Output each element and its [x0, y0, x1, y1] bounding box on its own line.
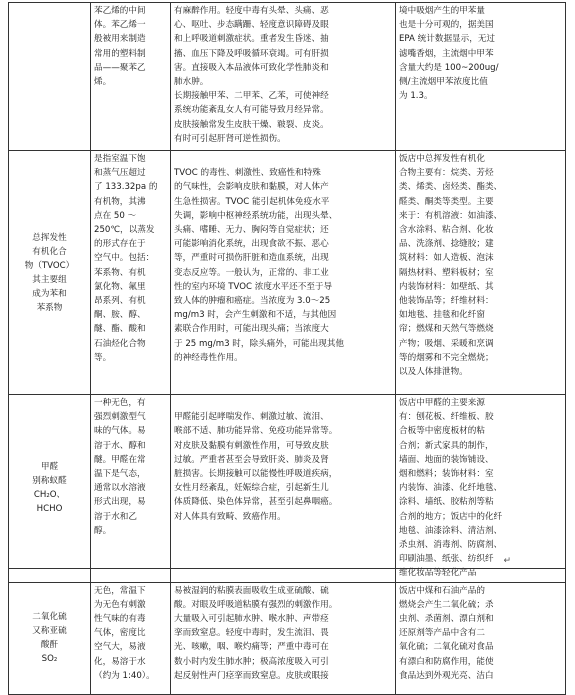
pollutant-name-cell [9, 582, 91, 694]
text-line: 为 1.3。 [399, 91, 433, 102]
sources-cell [396, 582, 566, 694]
text-line: 失调，影响中枢神经系统功能，出现头晕、 [174, 210, 338, 221]
text-line: 烯。 [94, 77, 112, 88]
text-line: 有机化合 [32, 246, 67, 257]
text-line: 系统功能紊乱女人有可能导致月经异常。 [174, 105, 329, 116]
text-line: 皮肤接触常发生皮肤干燥、皲裂、皮炎。 [174, 119, 329, 130]
text-line: 境中吸烟产生的甲苯量 [399, 6, 485, 16]
text-line: 可能影响消化系统，出现食欲不振、恶心 [174, 239, 329, 250]
text-line: 头痛、嗜睡、无力、胸闷等自觉症状；还 [174, 225, 329, 236]
table-row [9, 395, 566, 583]
text-line: 帘；燃煤和天然气等燃烧 [399, 324, 494, 335]
text-line: EPA 统计数据显示，无过 [399, 34, 496, 45]
text-line: 化，易溶于水 [94, 656, 146, 667]
text-line: 酸。对眼及呼吸道粘膜有强烈的刺激作用。 [174, 599, 338, 610]
text-line: 和上呼吸道刺激症状。重者发生昏迷、抽 [174, 34, 329, 45]
text-line: 等。 [94, 352, 112, 363]
text-line: 别称蚁醛 [32, 476, 67, 487]
pollutant-table [8, 2, 566, 695]
text-line: 有漂白和防腐作用，能使 [399, 656, 494, 667]
text-line: 燃烧会产生二氧化硫；杀 [399, 599, 494, 610]
text-line: 女性月经紊乱，妊娠综合症，引起新生儿 [174, 483, 329, 494]
text-line: 昂系列、有机 [94, 296, 146, 307]
text-line: 烟和燃料；装饰材料：室 [399, 469, 494, 480]
text-line: 过敏。严重者甚至会导致肝炎、肺炎及肾 [174, 454, 329, 465]
text-line: 心、呕吐、步态蹒跚、轻度意识障碍及眼 [174, 20, 329, 31]
physical-properties-cell [91, 395, 171, 583]
text-line: SO₂ [41, 654, 58, 665]
text-line: 温下是气态， [94, 469, 146, 480]
pollutant-name-cell [9, 3, 91, 151]
text-line: 来于：有机溶液：如油漆、 [399, 210, 503, 221]
text-line: 和蒸气压超过 [94, 168, 146, 179]
text-line: 食品达到外观光亮、洁白 [399, 670, 494, 681]
text-line: 墙面、地面的装饰铺设、 [399, 454, 494, 465]
pollutant-table-body [9, 3, 566, 695]
text-line: 的气味性，会影响皮肤和黏膜，对人体产 [174, 182, 329, 193]
text-line: 内装饰材料：如壁纸、其 [399, 281, 494, 292]
text-line: 有时可引起肝肾可逆性损伤。 [174, 133, 286, 144]
text-line: CH₂O、 [33, 490, 66, 501]
text-line: mg/m3 时，会产生刺激和不适，与其他因 [174, 310, 337, 321]
text-line: 味的气体。易 [94, 426, 146, 437]
text-line: 光、咳嗽，咽、喉灼痛等；严重中毒可在 [174, 642, 329, 653]
text-line: 饭店中煤和石油产品的 [399, 585, 485, 596]
text-line: 其主要组 [32, 274, 67, 285]
text-line: TVOC 的毒性、刺激性、致癌性和特殊 [174, 168, 321, 179]
text-line: 醚、酯、酸和 [94, 324, 146, 335]
text-line: 致人体的肿瘤和癌症。当浓度为 3.0～25 [174, 296, 331, 307]
text-line: 点在 50 ～ [94, 210, 137, 221]
text-line: （约为 1:40）。 [94, 670, 155, 681]
physical-properties-cell [91, 151, 171, 395]
text-line: 醛类、酮类等类型。主要 [399, 196, 494, 207]
text-line: 性的室内环境 TVOC 浓度水平还不至于导 [174, 281, 333, 292]
text-line: 等的烟雾和不完全燃烧； [399, 352, 494, 363]
health-effects-cell [171, 151, 396, 395]
text-line: 类、烯类、卤烃类、酯类、 [399, 182, 503, 193]
text-line: 印刷油墨、纸张、纺织纤 [399, 554, 494, 565]
sources-cell [396, 395, 566, 583]
text-line: 醚。甲醛在常 [94, 454, 146, 465]
text-line: 强烈刺激型气 [94, 412, 146, 423]
text-line: 涂料、墙纸、胶粘剂等粘 [399, 497, 494, 508]
text-line: 石油烃化合物 [94, 338, 146, 349]
text-line: 起反射性声门痉挛而致窒息。皮肤或眼接 [174, 670, 329, 681]
text-line: 筑材料：如人造板、泡沫 [399, 253, 494, 264]
text-line: 内装饰、油漆、化纤地毯、 [399, 483, 503, 494]
text-line: 是指室温下饱 [94, 154, 146, 164]
text-line: 大量吸入可引起肺水肿、喉水肿、声带痉 [174, 614, 329, 625]
pollutant-name-cell [9, 395, 91, 583]
text-line: 含水涂料、粘合剂、化妆 [399, 225, 494, 236]
health-effects-cell [171, 3, 396, 151]
text-line: 苯乙烯的中间 [94, 6, 146, 16]
text-line: 也是十分可观的，据美国 [399, 20, 494, 31]
text-line: 的形式存在于 [94, 239, 146, 250]
health-effects-cell [171, 395, 396, 583]
text-line: 对皮肤及黏膜有刺激性作用，可导致皮肤 [174, 440, 329, 451]
paragraph-return-mark: ↵ [503, 556, 511, 566]
text-line: 甲醛 [40, 462, 59, 473]
text-line: 易被湿润的粘膜表面吸收生成亚硫酸、硫 [174, 585, 329, 596]
text-line: 形式出现，易 [94, 497, 146, 508]
text-line: 于 25 mg/m3 时，除头痛外，可能出现其他 [174, 338, 345, 349]
text-line: 空气中。包括： [94, 253, 155, 264]
text-line: 还原剂等产品中含有二 [399, 628, 485, 639]
text-line: 般被用来制造 [94, 34, 146, 45]
text-line: 了 133.32pa 的 [94, 182, 158, 193]
text-line [174, 152, 392, 166]
text-line: 以及人体排泄物。 [399, 367, 468, 378]
text-line: 总挥发性 [32, 232, 67, 243]
text-line: 苯系物 [36, 302, 63, 313]
text-line: 溶于水、醇和 [94, 440, 146, 451]
table-row [9, 3, 566, 151]
text-line: 合剂；新式家具的制作， [399, 440, 494, 451]
text-line: 酸酐 [40, 640, 59, 651]
text-line: 肺水肿。 [174, 77, 209, 88]
text-line: 维化妆品等轻化产品 [399, 568, 477, 579]
text-line: 气体，密度比 [94, 628, 146, 639]
table-row [9, 151, 566, 395]
text-line: 杀虫剂、消毒剂、防腐剂、 [399, 540, 503, 551]
text-line: 无色，常温下 [94, 585, 146, 596]
text-line: 一种无色，有 [94, 398, 146, 408]
text-line: 性气味的有毒 [94, 614, 146, 625]
text-line: 有：刨花板、纤维板、胶 [399, 412, 494, 423]
text-line: 地毯、油漆涂料、清洁剂、 [399, 525, 503, 536]
text-line: 挛而致窒息。轻度中毒时，发生流泪、畏 [174, 628, 329, 639]
text-line: 合物主要有：烷类、芳烃 [399, 168, 494, 179]
text-line: 产物；吸烟、采暖和烹调 [399, 338, 494, 349]
text-line [174, 396, 392, 410]
text-line: 醇。 [94, 525, 112, 536]
text-line: 合剂的地方；饭店中的化纤 [399, 511, 503, 522]
text-line: 侧/主流烟甲苯浓度比值 [399, 77, 488, 88]
text-line: 物（TVOC） [24, 260, 75, 271]
text-line: 虫剂、杀菌剂、漂白剂和 [399, 614, 494, 625]
text-line: 脏损害。长期接触可以能慢性呼吸道疾病， [174, 469, 338, 480]
text-line: 品、洗涤剂、捻缝胶；建 [399, 239, 494, 250]
text-line: 生急性损害。TVOC 能引起机体免疫水平 [174, 196, 330, 207]
text-line: 素联合作用时，可能出现头痛；当浓度大 [174, 324, 329, 335]
text-line: 氧化硫；二氧化硫对食品 [399, 642, 494, 653]
text-line: 数小时内发生肺水肿；极高浓度吸入可引 [174, 656, 329, 667]
text-line: 滤嘴香烟，主流烟中甲苯 [399, 48, 494, 59]
sources-cell [396, 151, 566, 395]
text-line: 氯化物、氟里 [94, 281, 146, 292]
text-line: 饭店中甲醛的主要来源 [399, 398, 485, 408]
text-line: 250℃，以蒸发 [94, 225, 155, 236]
text-line: 有机物，其沸 [94, 196, 146, 207]
text-line: 又称亚硫 [32, 626, 67, 637]
text-line: 喉部不适、肺功能异常、免疫功能异常等。 [174, 426, 338, 437]
text-line: 的神经毒性作用。 [174, 352, 243, 363]
text-line: 二氧化硫 [32, 612, 67, 623]
text-line: 苯系物、有机 [94, 267, 146, 278]
text-line: 长期接触甲苯、二甲苯、乙苯，可使神经 [174, 91, 329, 102]
text-line: 体。苯乙烯一 [94, 20, 146, 31]
text-line: 品——聚苯乙 [94, 62, 146, 73]
sources-cell [396, 3, 566, 151]
text-line: 有麻醉作用。轻度中毒有头晕、头痛、恶 [174, 6, 329, 16]
text-line: 害。直接吸入本品液体可致化学性肺炎和 [174, 62, 329, 73]
text-line: 他装饰品等；纤维材料： [399, 296, 494, 307]
physical-properties-cell [91, 3, 171, 151]
text-line: 含量大约是 100~200ug/ [399, 62, 499, 73]
text-line: 甲醛能引起哮喘发作、刺激过敏、流泪、 [174, 412, 329, 423]
text-line: 合板等中密度板材的粘 [399, 426, 485, 437]
text-line: 等，严重时可损伤肝脏和造血系统，出现 [174, 253, 329, 264]
text-line: 溶于水和乙 [94, 511, 137, 522]
pollutant-name-cell [9, 151, 91, 395]
text-line: 如地毯、挂毯和化纤窗 [399, 310, 485, 321]
health-effects-cell [171, 582, 396, 694]
text-line: 为无色有刺激 [94, 599, 146, 610]
text-line: 常用的塑料制 [94, 48, 146, 59]
text-line: 对人体具有致畸、致癌作用。 [174, 511, 286, 522]
text-line: 空气大，易液 [94, 642, 146, 653]
text-line: 体质降低、染色体异常，甚至引起鼻咽癌。 [174, 497, 338, 508]
text-line: 搐、血压下降及呼吸循环衰竭。可有肝损 [174, 48, 329, 59]
text-line: 通常以水溶液 [94, 483, 146, 494]
text-line: 酮、胺、醇、 [94, 310, 146, 321]
text-line: 变态反应等。一般认为，正常的、非工业 [174, 267, 329, 278]
physical-properties-cell [91, 582, 171, 694]
table-row [9, 582, 566, 694]
text-line: 隔热材料、塑料板材；室 [399, 267, 494, 278]
text-line: 成为苯和 [32, 288, 67, 299]
text-line: HCHO [36, 504, 63, 515]
text-line: 饭店中总挥发性有机化 [399, 154, 485, 164]
